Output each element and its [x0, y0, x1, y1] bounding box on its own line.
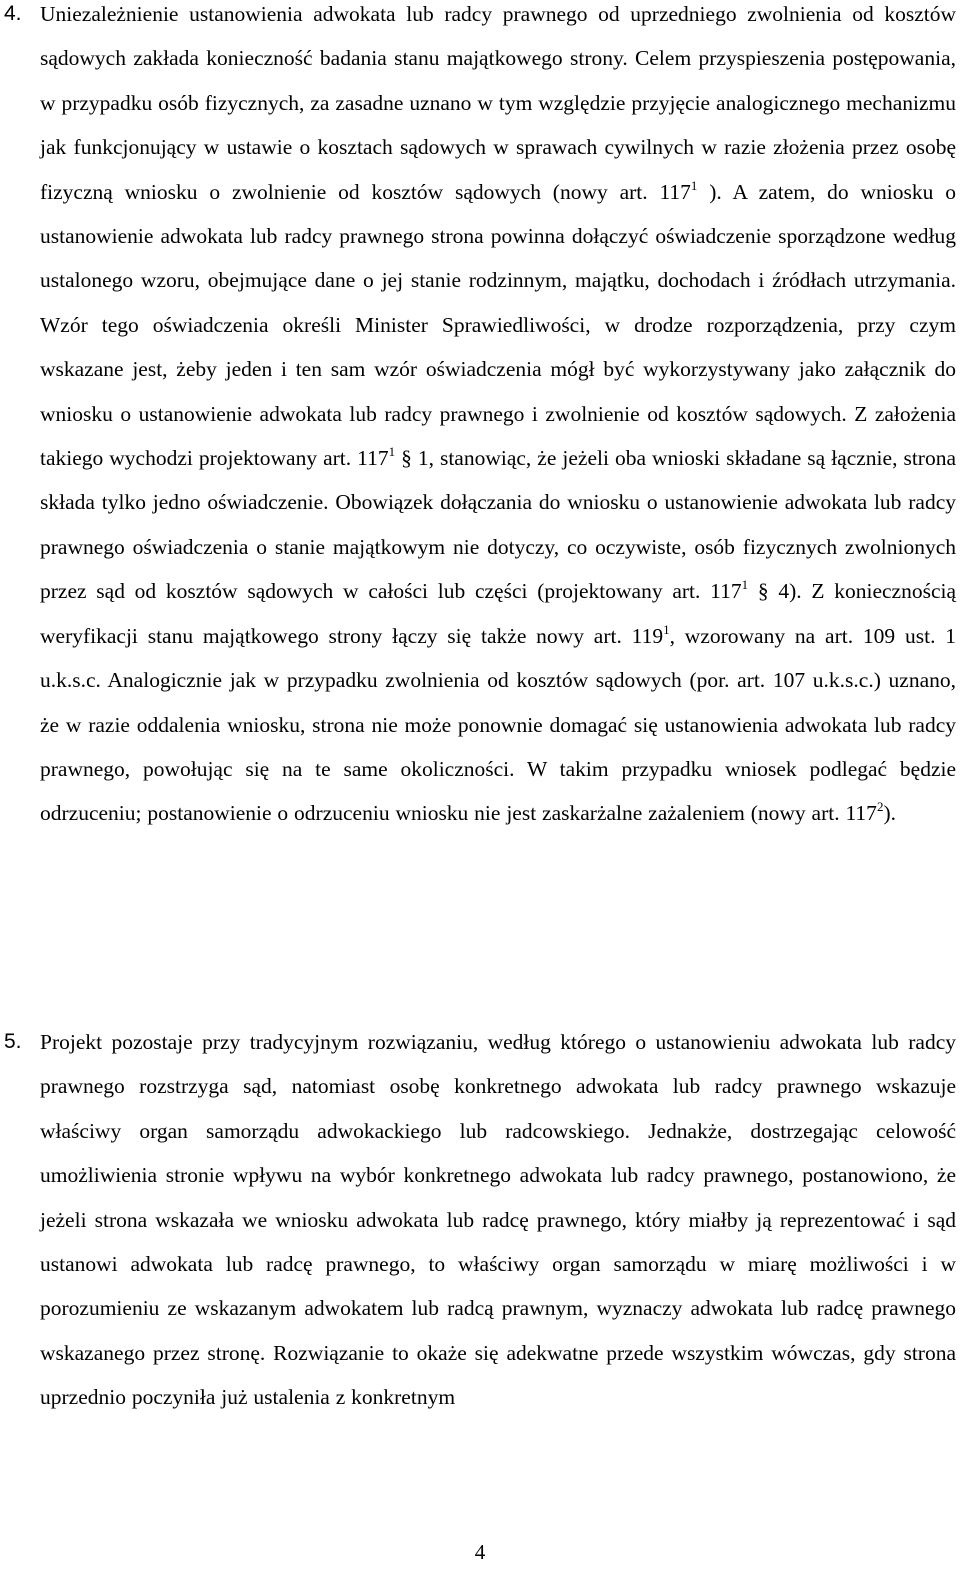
text-segment: ).: [883, 801, 896, 826]
superscript: 2: [876, 799, 884, 815]
list-item-number: 4.: [4, 2, 22, 25]
list-item-5: [0, 1020, 960, 1420]
superscript: 1: [690, 177, 698, 193]
text-segment: Projekt pozostaje przy tradycyjnym rozwiązaniu, według którego o ustanowieniu adwokata lub radcy prawnego rozstrzyga sąd, natomiast osobę konkretnego adwokata lub radcy prawnego wskazuje właściwy organ samorządu adwokackiego lub radcowskiego. Jednakże, dostrzegając celowość umożliwienia stronie wpływu na wybór konkretnego adwokata lub radcy prawnego, postanowiono, że jeżeli strona wskazała we wniosku adwokata lub radcę prawnego, który miałby ją reprezentować i sąd ustanowi adwokata lub radcę prawnego, to właściwy organ samorządu w miarę możliwości i w porozumieniu ze wskazanym adwokatem lub radcą prawnym, wyznaczy adwokata lub radcę prawnego wskazanego przez stronę. Rozwiązanie to okaże się adekwatne przede wszystkim wówczas, gdy strona uprzednio poczyniła już ustalenia z konkretnym: [40, 1030, 956, 1410]
superscript: 1: [388, 444, 396, 460]
superscript: 1: [663, 621, 670, 637]
text-segment: , wzorowany na art. 109 ust. 1 u.k.s.c. Analogicznie jak w przypadku zwolnienia od kosztów sądowych (por. art. 107 u.k.s.c.) uznano, że w razie oddalenia wniosku, strona nie może ponownie domagać się ustanowienia adwokata lub radcy prawnego, powołując się na te same okoliczności. W takim przypadku wniosek podlegać będzie odrzuceniu; postanowienie o odrzuceniu wniosku nie jest zaskarżalne zażaleniem (nowy art. 117: [40, 623, 957, 826]
page-number: 4: [474, 1540, 486, 1564]
superscript: 1: [741, 577, 749, 593]
text-segment: Uniezależnienie ustanowienia adwokata lub radcy prawnego od uprzedniego zwolnienia od kosztów sądowych zakłada konieczność badania stanu majątkowego strony. Celem przyspieszenia postępowania, w przypadku osób fizycznych, za zasadne uznano w tym względzie przyjęcie analogicznego mechanizmu jak funkcjonujący w ustawie o kosztach sądowych w sprawach cywilnych w razie złożenia przez osobę fizyczną wniosku o zwolnienie od kosztów sądowych (nowy art. 117: [40, 2, 956, 204]
paragraph-text: [40, 0, 956, 836]
text-segment: § 1, stanowiąc, że jeżeli oba wnioski składane są łącznie, strona składa tylko jedno oświadczenie. Obowiązek dołączania do wniosku o ustanowienie adwokata lub radcy prawnego oświadczenia o stanie majątkowym nie dotyczy, co oczywiste, osób fizycznych zwolnionych przez sąd od kosztów sądowych w całości lub części (projektowany art. 117: [40, 446, 956, 604]
text-segment: § 4). Z koniecznością weryfikacji stanu majątkowego strony łączy się także nowy art. 119: [40, 579, 957, 648]
text-segment: ). A zatem, do wniosku o ustanowienie adwokata lub radcy prawnego strona powinna dołączyć oświadczenie sporządzone według ustalonego wzoru, obejmujące dane o jej stanie rodzinnym, majątku, dochodach i źródłach utrzymania. Wzór tego oświadczenia określi Minister Sprawiedliwości, w drodze rozporządzenia, przy czym wskazane jest, żeby jeden i ten sam wzór oświadczenia mógł być wykorzystywany jako załącznik do wniosku o ustanowienie adwokata lub radcy prawnego i zwolnienie od kosztów sądowych. Z założenia takiego wychodzi projektowany art. 117: [40, 179, 956, 471]
paragraph-text: [40, 1020, 956, 1420]
list-item-number: 5.: [4, 1030, 22, 1053]
